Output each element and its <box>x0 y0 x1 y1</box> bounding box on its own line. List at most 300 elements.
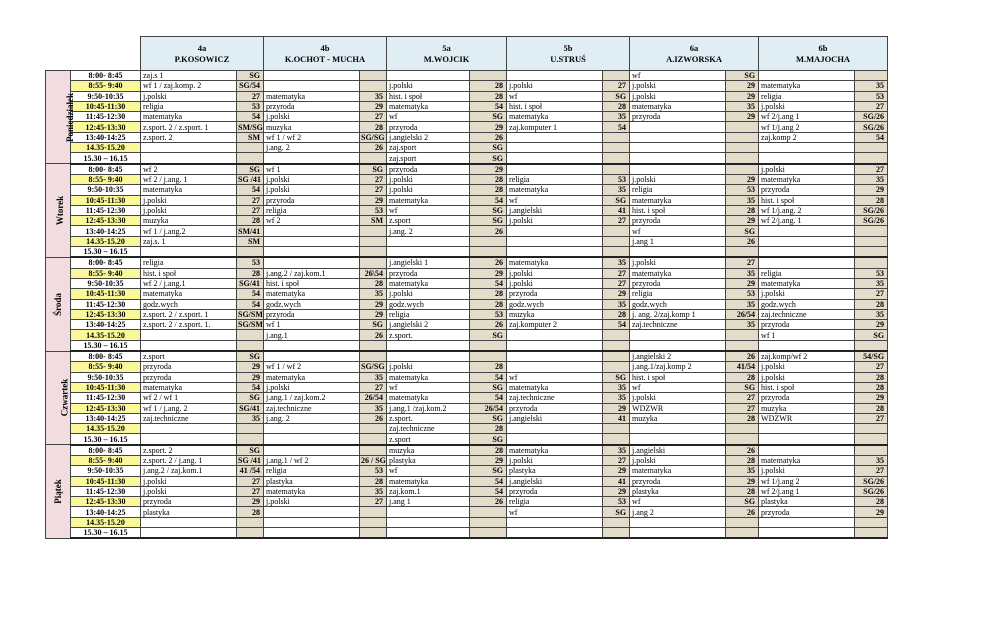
room-cell: 26 <box>470 257 507 268</box>
subject-cell <box>759 143 855 153</box>
room-cell: SG <box>470 382 507 392</box>
period-row <box>46 164 888 175</box>
time-slot: 13:40-14:25 <box>71 413 141 423</box>
room-cell: 27 <box>855 413 888 423</box>
room-cell: 29 <box>855 320 888 330</box>
room-cell: 29 <box>470 122 507 132</box>
subject-cell <box>264 81 360 91</box>
subject-cell: matematyka <box>141 289 237 299</box>
subject-cell: hist. i społ <box>630 372 726 382</box>
room-cell: SG <box>360 164 387 175</box>
room-cell <box>360 528 387 539</box>
room-cell: 29 <box>603 466 630 476</box>
room-cell: SG/SM <box>238 320 263 330</box>
subject-cell: j.polski <box>630 174 726 184</box>
room-cell: 27 <box>360 174 387 184</box>
room-cell: 28 <box>855 195 888 205</box>
room-cell: 29 <box>726 216 759 226</box>
period-row <box>46 507 888 517</box>
subject-cell: matematyka <box>630 268 726 278</box>
room-cell: 27 <box>603 81 630 91</box>
class-teacher: P.KOSOWICZ <box>174 53 230 64</box>
room-cell <box>603 164 630 175</box>
room-cell: 28 <box>855 382 888 392</box>
time-slot: 13:40-14:25 <box>71 226 141 236</box>
subject-cell: matematyka <box>264 486 360 496</box>
subject-cell <box>387 507 470 517</box>
room-cell: SG/26 <box>855 205 888 215</box>
room-cell <box>360 71 387 81</box>
subject-cell <box>387 340 470 351</box>
time-slot: 8:00- 8:45 <box>71 71 141 81</box>
period-row <box>46 268 888 278</box>
subject-cell <box>759 71 855 81</box>
day-label <box>46 71 75 164</box>
subject-cell: przyroda <box>387 122 470 132</box>
subject-cell: zaj.s. 1 <box>141 236 237 246</box>
room-cell <box>603 143 630 153</box>
subject-cell <box>759 236 855 246</box>
subject-cell: hist. i społ <box>264 278 360 288</box>
room-cell <box>726 340 759 351</box>
subject-cell <box>264 424 360 434</box>
day-name: Wtorek <box>55 195 66 226</box>
room-cell: 28 <box>470 289 507 299</box>
room-cell: 29 <box>470 164 507 175</box>
room-cell: 28 <box>855 497 888 507</box>
room-cell: 29 <box>855 393 888 403</box>
subject-cell <box>141 528 237 539</box>
time-slot: 15.30 – 16.15 <box>71 528 141 539</box>
period-row <box>46 486 888 496</box>
subject-cell <box>759 424 855 434</box>
room-cell: 27 <box>237 205 264 215</box>
subject-cell: j.polski <box>630 455 726 465</box>
subject-cell: przyroda <box>141 362 237 372</box>
time-slot: 8:00- 8:45 <box>71 257 141 268</box>
room-cell <box>726 434 759 445</box>
subject-cell: wf 2/j.ang. 1 <box>759 216 855 226</box>
subject-cell <box>264 445 360 456</box>
room-cell: 27 <box>603 268 630 278</box>
subject-cell <box>507 330 603 340</box>
subject-cell: religia <box>264 466 360 476</box>
subject-cell: wf 1 <box>759 330 855 340</box>
room-cell: 27 <box>855 289 888 299</box>
day-label <box>46 164 71 258</box>
period-row <box>46 185 888 195</box>
time-slot: 14.35-15.20 <box>71 424 141 434</box>
room-cell: 27 <box>360 112 387 122</box>
room-cell: 53 <box>855 268 888 278</box>
room-cell: 41 <box>603 476 630 486</box>
room-cell: SG/26 <box>855 486 888 496</box>
time-slot: 8:55- 9:40 <box>71 81 141 91</box>
subject-cell: przyroda <box>387 268 470 278</box>
subject-cell: godz.wych <box>264 299 360 309</box>
room-cell: 29 <box>470 268 507 278</box>
subject-cell: matematyka <box>507 382 603 392</box>
subject-cell: j.polski <box>387 185 470 195</box>
room-cell: SM <box>360 216 387 226</box>
period-row <box>46 320 888 330</box>
room-cell <box>855 257 888 268</box>
room-cell: 26 <box>470 132 507 142</box>
subject-cell: plastyka <box>387 455 470 465</box>
time-slot: 14.35-15.20 <box>71 517 141 527</box>
subject-cell: j.angielski <box>630 445 726 456</box>
subject-cell: z.sport <box>387 434 470 445</box>
room-cell <box>603 153 630 164</box>
subject-cell: przyroda <box>141 497 237 507</box>
subject-cell <box>630 434 726 445</box>
subject-cell: j.polski <box>141 91 237 101</box>
period-row <box>46 195 888 205</box>
room-cell: 28 <box>237 507 264 517</box>
room-cell <box>360 81 387 91</box>
time-slot: 13:40-14:25 <box>71 320 141 330</box>
period-row <box>46 424 888 434</box>
room-cell <box>360 247 387 258</box>
subject-cell: j.ang 1 <box>387 497 470 507</box>
subject-cell: religia <box>759 91 855 101</box>
subject-cell <box>141 330 237 340</box>
room-cell: 29 <box>470 455 507 465</box>
subject-cell: z.sport. <box>387 330 470 340</box>
room-cell: 29 <box>360 309 387 319</box>
subject-cell <box>264 236 360 246</box>
time-slot: 8:55- 9:40 <box>71 268 141 278</box>
room-cell: SG <box>603 372 630 382</box>
subject-cell: religia <box>759 268 855 278</box>
time-slot: 11:45-12:30 <box>71 393 141 403</box>
subject-cell: j.polski <box>759 372 855 382</box>
period-row <box>46 81 888 91</box>
subject-cell <box>759 153 855 164</box>
room-cell: 29 <box>726 81 759 91</box>
room-cell: 27 <box>855 164 888 175</box>
room-cell: 27 <box>855 101 888 111</box>
subject-cell: wf <box>630 497 726 507</box>
room-cell: 35 <box>855 81 888 91</box>
subject-cell: zaj.techniczne <box>759 309 855 319</box>
time-slot: 12:45-13:30 <box>71 122 141 132</box>
class-header <box>387 37 507 71</box>
period-row <box>46 413 888 423</box>
subject-cell: wf 2 / j.ang.1 <box>141 278 237 288</box>
room-cell: 35 <box>726 195 759 205</box>
subject-cell <box>264 528 360 539</box>
period-row <box>46 91 888 101</box>
subject-cell: j.polski <box>507 81 603 91</box>
room-cell: 53 <box>237 101 264 111</box>
subject-cell: j.ang.2 / zaj.kom.1 <box>141 466 237 476</box>
subject-cell: j.polski <box>759 466 855 476</box>
room-cell: 29 <box>360 101 387 111</box>
time-slot: 10:45-11:30 <box>71 382 141 392</box>
day-label <box>46 445 71 539</box>
subject-cell: j.polski <box>630 393 726 403</box>
room-cell: SG /41 <box>237 174 264 184</box>
room-cell: SG <box>603 91 630 101</box>
room-cell: 35 <box>603 393 630 403</box>
period-row <box>46 528 888 539</box>
subject-cell: matematyka <box>630 466 726 476</box>
subject-cell: j.angielski 2 <box>630 351 726 362</box>
subject-cell: wf <box>630 382 726 392</box>
subject-cell: j.polski <box>630 81 726 91</box>
room-cell: SG <box>855 330 888 340</box>
room-cell <box>855 153 888 164</box>
room-cell: 41/54 <box>726 362 759 372</box>
room-cell: 35 <box>603 299 630 309</box>
subject-cell <box>507 132 603 142</box>
subject-cell <box>630 143 726 153</box>
room-cell: SG <box>603 195 630 205</box>
room-cell <box>603 132 630 142</box>
room-cell: 28 <box>603 101 630 111</box>
room-cell <box>726 517 759 527</box>
subject-cell: hist. i społ <box>141 268 237 278</box>
room-cell: 26 <box>726 445 759 456</box>
subject-cell: j.ang. 2 <box>264 413 360 423</box>
subject-cell: WDZWR <box>759 413 855 423</box>
time-slot: 8:00- 8:45 <box>71 351 141 362</box>
subject-cell: j.polski <box>507 268 603 278</box>
subject-cell: j.polski <box>141 205 237 215</box>
room-cell: SG <box>237 164 264 175</box>
room-cell <box>855 71 888 81</box>
room-cell <box>603 340 630 351</box>
room-cell: 35 <box>603 112 630 122</box>
room-cell: 27 <box>603 216 630 226</box>
room-cell <box>237 247 264 258</box>
subject-cell: matematyka <box>630 195 726 205</box>
room-cell: SG/SG <box>361 362 385 372</box>
room-cell: 27 <box>726 403 759 413</box>
subject-cell: zaj.techniczne <box>387 424 470 434</box>
subject-cell <box>264 340 360 351</box>
room-cell <box>360 517 387 527</box>
subject-cell: wf 2 <box>141 164 237 175</box>
room-cell: SG /41 <box>237 455 264 465</box>
subject-cell: matematyka <box>387 278 470 288</box>
time-slot: 11:45-12:30 <box>71 112 141 122</box>
room-cell: SM/SG <box>238 122 263 132</box>
subject-cell <box>759 226 855 236</box>
subject-cell <box>387 517 470 527</box>
subject-cell: z.sport. 2 / z.sport. 1. <box>141 320 237 330</box>
subject-cell: j.polski <box>759 289 855 299</box>
time-slot: 8:00- 8:45 <box>71 445 141 456</box>
room-cell <box>360 445 387 456</box>
room-cell: 29 <box>360 195 387 205</box>
subject-cell: hist. i społ <box>759 382 855 392</box>
room-cell: SM <box>237 132 264 142</box>
period-row <box>46 466 888 476</box>
room-cell <box>855 226 888 236</box>
room-cell <box>603 424 630 434</box>
class-header <box>759 37 888 71</box>
room-cell: SG <box>726 226 759 236</box>
room-cell <box>360 153 387 164</box>
subject-cell <box>759 340 855 351</box>
room-cell: 29 <box>855 507 888 517</box>
subject-cell: matematyka <box>387 195 470 205</box>
class-teacher: A.IZWORSKA <box>666 53 723 64</box>
day-label <box>46 257 71 351</box>
time-slot: 12:45-13:30 <box>71 403 141 413</box>
room-cell: 35 <box>726 268 759 278</box>
class-name: 6b <box>818 42 828 53</box>
room-cell <box>855 517 888 527</box>
room-cell: SG <box>726 71 759 81</box>
subject-cell: z.sport. 2 <box>141 445 237 456</box>
room-cell: SG/26 <box>855 122 888 132</box>
subject-cell: hist. i społ <box>387 91 470 101</box>
room-cell: 28 <box>855 372 888 382</box>
period-row <box>46 393 888 403</box>
room-cell: 54 <box>237 289 264 299</box>
room-cell <box>237 424 264 434</box>
room-cell: 35 <box>726 101 759 111</box>
time-slot: 14.35-15.20 <box>71 330 141 340</box>
room-cell: 28 <box>603 309 630 319</box>
subject-cell: matematyka <box>630 101 726 111</box>
room-cell: 35 <box>237 413 264 423</box>
room-cell: 29 <box>726 91 759 101</box>
header-blank <box>46 37 141 71</box>
room-cell <box>360 507 387 517</box>
class-header <box>630 37 759 71</box>
room-cell: 35 <box>603 185 630 195</box>
room-cell: 27 <box>726 257 759 268</box>
room-cell <box>726 132 759 142</box>
time-slot: 8:55- 9:40 <box>71 455 141 465</box>
subject-cell <box>507 143 603 153</box>
room-cell: 29 <box>603 486 630 496</box>
room-cell: 28 <box>360 122 387 132</box>
subject-cell: wf 1 / wf 2 <box>264 362 360 372</box>
subject-cell: plastyka <box>141 507 237 517</box>
subject-cell: zaj.sport <box>387 143 470 153</box>
subject-cell: religia <box>630 289 726 299</box>
subject-cell: religia <box>630 185 726 195</box>
subject-cell <box>759 528 855 539</box>
period-row <box>46 403 888 413</box>
room-cell: 27 <box>237 476 264 486</box>
subject-cell: matematyka <box>759 81 855 91</box>
subject-cell: j.polski <box>264 174 360 184</box>
room-cell: SG <box>470 216 507 226</box>
subject-cell: religia <box>141 257 237 268</box>
subject-cell: wf 1 <box>264 164 360 175</box>
subject-cell <box>630 164 726 175</box>
subject-cell: zaj.komp/wf 2 <box>759 351 855 362</box>
room-cell: 35 <box>360 372 387 382</box>
room-cell: SG/SG <box>361 132 385 142</box>
room-cell: SG/26 <box>855 112 888 122</box>
subject-cell: wf <box>630 226 726 236</box>
subject-cell <box>507 226 603 236</box>
subject-cell <box>759 445 855 456</box>
subject-cell: j.polski <box>387 174 470 184</box>
room-cell <box>726 164 759 175</box>
period-row <box>46 351 888 362</box>
room-cell: 53 <box>726 185 759 195</box>
room-cell: 29 <box>855 185 888 195</box>
subject-cell: religia <box>507 497 603 507</box>
subject-cell <box>264 71 360 81</box>
subject-cell: j.polski <box>759 164 855 175</box>
room-cell <box>470 236 507 246</box>
subject-cell: z.sport. 2 / j.ang. 1 <box>141 455 237 465</box>
subject-cell: religia <box>264 205 360 215</box>
subject-cell: j.ang 2 <box>630 507 726 517</box>
room-cell: SG <box>470 434 507 445</box>
room-cell: 35 <box>360 289 387 299</box>
room-cell: SG <box>470 330 507 340</box>
subject-cell: wf 1 / j.ang. 2 <box>141 403 237 413</box>
subject-cell: wf <box>507 195 603 205</box>
subject-cell: wf <box>387 112 470 122</box>
time-slot: 12:45-13:30 <box>71 497 141 507</box>
room-cell <box>603 351 630 362</box>
room-cell: 28 <box>470 362 507 372</box>
subject-cell: wf 1 / j.ang.2 <box>141 226 237 236</box>
subject-cell <box>264 226 360 236</box>
subject-cell: godz.wych <box>630 299 726 309</box>
subject-cell: zaj.techniczne <box>507 393 603 403</box>
period-row <box>46 362 888 372</box>
room-cell: 35 <box>360 91 387 101</box>
subject-cell: matematyka <box>141 185 237 195</box>
room-cell <box>855 434 888 445</box>
room-cell: 28 <box>726 455 759 465</box>
subject-cell <box>141 153 237 164</box>
subject-cell: matematyka <box>264 372 360 382</box>
room-cell: 27 <box>360 185 387 195</box>
room-cell: 27 <box>726 393 759 403</box>
subject-cell <box>507 362 603 372</box>
subject-cell <box>141 247 237 258</box>
class-name: 5a <box>442 42 451 53</box>
room-cell: SG <box>360 320 387 330</box>
subject-cell: matematyka <box>264 289 360 299</box>
subject-cell: wf 2 / j.ang. 1 <box>141 174 237 184</box>
room-cell: SG <box>470 413 507 423</box>
subject-cell: godz.wych <box>759 299 855 309</box>
time-slot: 15.30 – 16.15 <box>71 153 141 164</box>
time-slot: 13:40-14:25 <box>71 507 141 517</box>
day-name: Piątek <box>52 479 63 504</box>
room-cell: 28 <box>237 268 264 278</box>
day-label <box>46 351 71 445</box>
room-cell <box>855 247 888 258</box>
room-cell <box>360 257 387 268</box>
subject-cell: hist. i społ <box>759 195 855 205</box>
room-cell: 28 <box>470 81 507 91</box>
subject-cell <box>387 236 470 246</box>
room-cell: SG <box>470 112 507 122</box>
room-cell <box>360 424 387 434</box>
room-cell: SG <box>237 393 264 403</box>
room-cell: SG/41 <box>237 403 264 413</box>
time-slot: 9:50-10:35 <box>71 185 141 195</box>
room-cell: 35 <box>360 486 387 496</box>
room-cell: 28 <box>237 216 264 226</box>
room-cell: 35 <box>855 309 888 319</box>
